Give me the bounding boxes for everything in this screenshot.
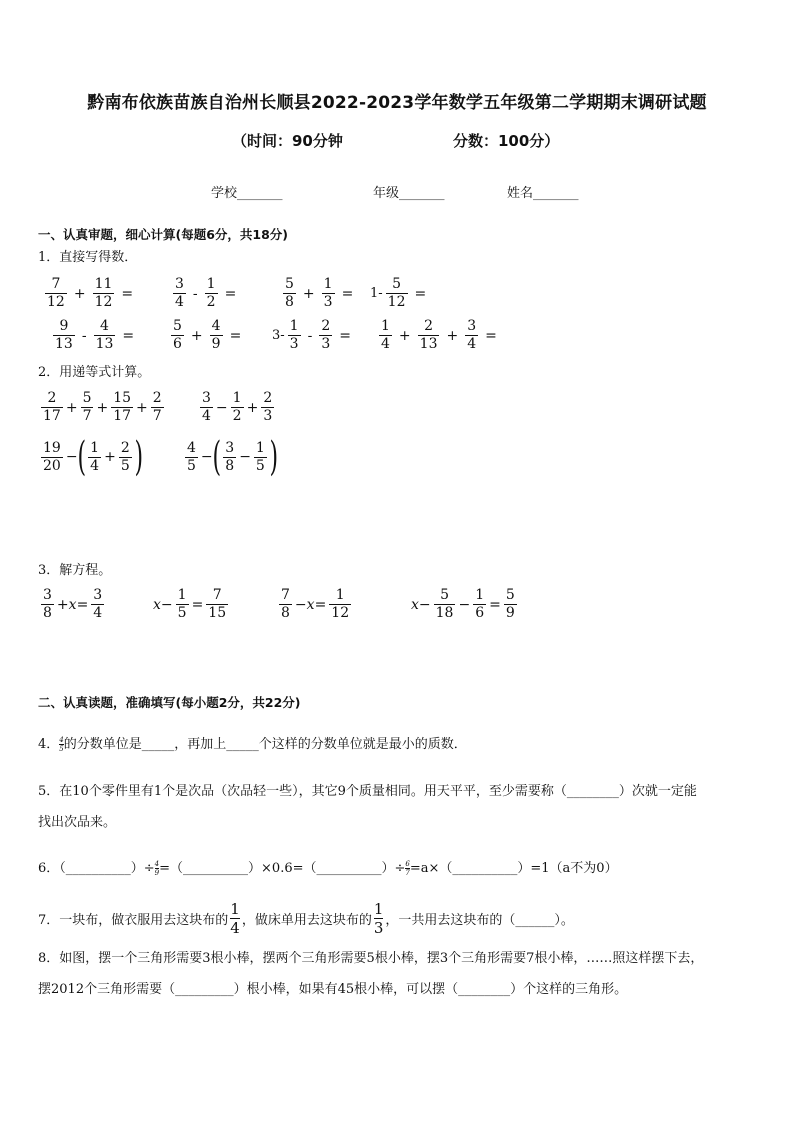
q3-eq-2: x − $\frac{1}{5}$ = $\frac{7}{15}$ [153,587,227,621]
q2-expr-2: 3 4 − $\frac{1}{2}$ + $\frac{2}{3}$ [202,390,273,424]
q1-expr-3: 5 8 + $\frac{1}{3}$ = [285,276,354,310]
q1-expr-6: 5 6 + $\frac{4}{9}$ = [173,318,242,352]
section-2-title: 二、认真读题，准确填写(每小题2分，共22分) [38,695,301,710]
school-field[interactable]: 学校_______ [211,186,283,201]
q3-eq-3: 7 8 − x = $\frac{1}{12}$ [281,587,350,621]
q1-expr-5: 9 13 - $\frac{4}{13}$ = [55,318,135,352]
question-8-line-2: 摆2012个三角形需要（_________）根小棒，如果有45根小棒，可以摆（________）个这样的三角形。 [38,982,628,997]
q1-expr-2: 3 4 - $\frac{1}{2}$ = [175,276,237,310]
q4-fraction: $\frac{4}{5}$ [59,736,64,753]
exam-score: 分数：100分） [453,132,560,150]
exam-time: （时间：90分钟 [232,132,343,150]
question-4: 4． $\frac{4}{5}$ 的分数单位是_____，再加上_____个这样的分数单位就是最小的质数． [38,736,467,753]
question-6: 6．（__________）÷ $\frac{4}{9}$ =（__________）×0.6=（__________）÷ $\frac{6}{7}$ =a×（__________）=1（a不为0） [38,860,618,877]
q2-expr-1: 2 17 + $\frac{5}{7}$ + $\frac{15}{17}$ + $\frac{2}{7}$ [43,390,162,424]
q2-expr-3: 19 20 − ( 1 4 + $\frac{2}{5}$ ) [43,434,143,480]
q1-expr-1: 7 12 + $\frac{11}{12}$ = [47,276,134,310]
q3-eq-4: x − $\frac{5}{18}$ − $\frac{1}{6}$ = $\frac{5}{9}$ [411,587,515,621]
question-5-line-2: 找出次品来。 [38,815,117,830]
question-5-line-1: 5．在10个零件里有1个是次品（次品轻一些），其它9个质量相同。用天平平，至少需要称（________）次就一定能 [38,784,697,799]
name-field[interactable]: 姓名_______ [507,186,579,201]
question-2: 2．用递等式计算。 [38,365,151,380]
grade-field[interactable]: 年级_______ [373,186,445,201]
question-3: 3．解方程。 [38,563,112,578]
question-1: 1．直接写得数． [38,250,138,265]
question-8-line-1: 8．如图，摆一个三角形需要3根小棒，摆两个三角形需要5根小棒，摆3个三角形需要7根小棒，……照这样摆下去， [38,951,704,966]
section-1-title: 一、认真审题，细心计算(每题6分，共18分) [38,227,289,242]
q2-expr-4: 4 5 − ( 3 8 − $\frac{1}{5}$ ) [187,434,278,480]
question-7: 7．一块布，做衣服用去这块布的 1 4 ，做床单用去这块布的 1 3 ，一共用去这块布的（______）。 [38,900,574,937]
q1-expr-8: 1 4 + $\frac{2}{13}$ + $\frac{3}{4}$ = [381,318,497,352]
q3-eq-1: 3 8 + x = $\frac{3}{4}$ [43,587,103,621]
q1-expr-4: 1- $\frac{5}{12}$ = [370,276,427,310]
page-title: 黔南布依族苗族自治州长顺县2022-2023学年数学五年级第二学期期末调研试题 [87,93,707,113]
q1-expr-7: 3- 1 3 - $\frac{2}{3}$ = [272,318,351,352]
